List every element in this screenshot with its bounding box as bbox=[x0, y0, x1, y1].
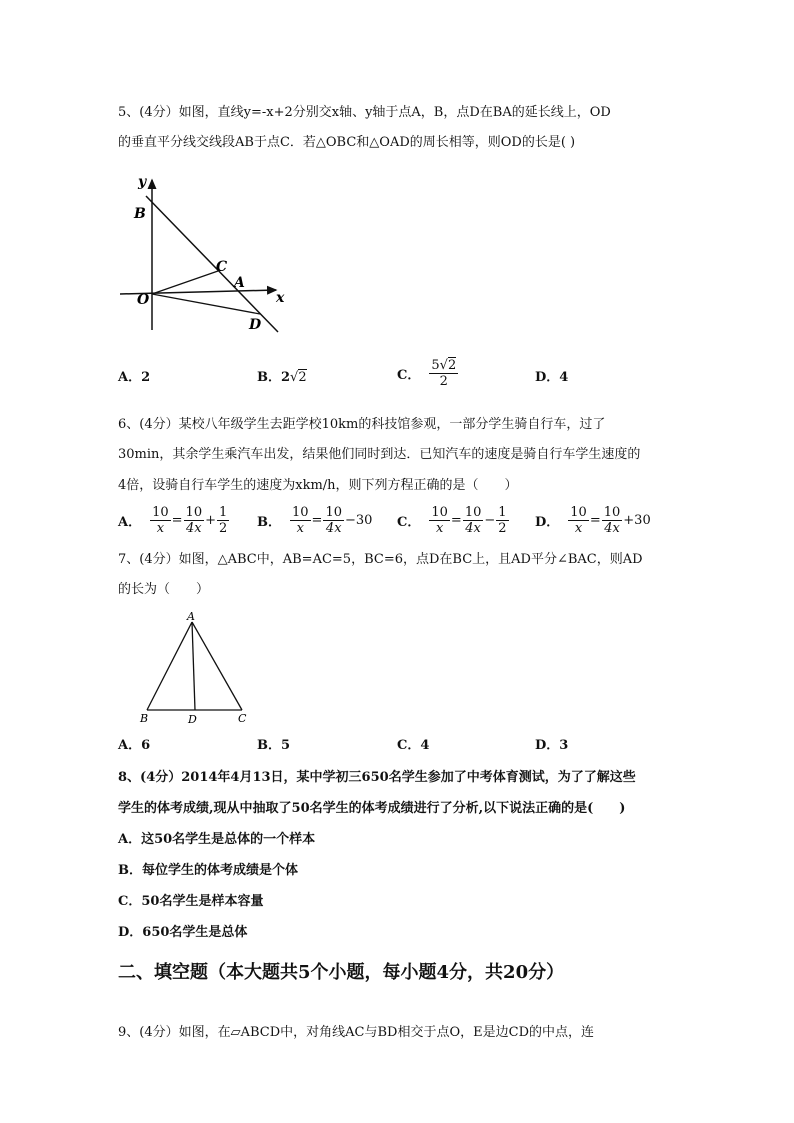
q8-option-b[interactable]: B．每位学生的体考成绩是个体 bbox=[118, 863, 298, 878]
q7-option-c[interactable]: C．4 bbox=[397, 738, 430, 753]
fraction bbox=[323, 505, 344, 536]
q5-text-line1: 5、(4分）如图，直线y=-x+2分别交x轴、y轴于点A，B，点D在BA的延长线上，OD bbox=[118, 105, 611, 120]
tail-term: −30 bbox=[345, 513, 373, 528]
numerator: 10 bbox=[325, 505, 342, 520]
c-den: 2 bbox=[439, 374, 448, 389]
equals: = bbox=[450, 513, 462, 528]
q7-text-line2: 的长为（ ） bbox=[118, 582, 210, 597]
q8-option-a[interactable]: A．这50名学生是总体的一个样本 bbox=[118, 832, 316, 847]
q8-option-d[interactable]: D．650名学生是总体 bbox=[118, 925, 248, 940]
fraction bbox=[150, 505, 171, 536]
numerator: 1 bbox=[219, 505, 228, 520]
q5-option-b-label: B．2 bbox=[257, 370, 291, 385]
fraction bbox=[184, 505, 205, 536]
q7-option-b[interactable]: B．5 bbox=[257, 738, 291, 753]
equals: = bbox=[171, 513, 183, 528]
q5-option-c[interactable] bbox=[397, 358, 459, 389]
q7-text-line1: 7、(4分）如图，△ABC中，AB=AC=5，BC=6，点D在BC上，且AD平分∠BAC，则AD bbox=[118, 552, 643, 567]
fraction bbox=[463, 505, 484, 536]
numerator: 10 bbox=[431, 505, 448, 520]
equals: = bbox=[311, 513, 323, 528]
numerator: 10 bbox=[185, 505, 203, 520]
q5-label-x: x bbox=[276, 290, 285, 306]
fraction bbox=[429, 505, 450, 536]
numerator: 10 bbox=[603, 505, 621, 520]
q5-label-a: A bbox=[234, 275, 245, 291]
q5-label-d: D bbox=[249, 317, 262, 333]
q5-option-c-label: C． bbox=[397, 368, 421, 383]
q8-text-line2: 学生的体考成绩,现从中抽取了50名学生的体考成绩进行了分析,以下说法正确的是( ) bbox=[118, 801, 626, 816]
c-num-coef: 5 bbox=[431, 358, 440, 373]
q6-option-c-label: C． bbox=[397, 515, 421, 530]
q7-label-b: B bbox=[140, 712, 149, 725]
denominator: 4x bbox=[604, 521, 620, 536]
q5-option-b[interactable] bbox=[257, 369, 307, 387]
numerator: 10 bbox=[570, 505, 587, 520]
q5-option-a[interactable]: A．2 bbox=[118, 370, 151, 385]
denominator: 2 bbox=[498, 521, 507, 536]
denominator: 4x bbox=[465, 521, 481, 536]
q7-segment-ad bbox=[192, 622, 195, 710]
q7-figure bbox=[134, 608, 254, 728]
q6-option-d-label: D． bbox=[535, 515, 560, 530]
c-num-root: 2 bbox=[447, 358, 457, 373]
q6-option-b-label: B． bbox=[257, 515, 281, 530]
q5-line-bd bbox=[146, 196, 278, 332]
sqrt-symbol: √ bbox=[290, 370, 299, 385]
section-heading: 二、填空题（本大题共5个小题，每小题4分，共20分） bbox=[118, 962, 565, 983]
numerator: 10 bbox=[152, 505, 169, 520]
numerator: 10 bbox=[464, 505, 482, 520]
q5-option-d[interactable]: D．4 bbox=[535, 370, 569, 385]
fraction bbox=[602, 505, 623, 536]
q8-text-line1: 8、(4分）2014年4月13日，某中学初三650名学生参加了中考体育测试，为了了解这些 bbox=[118, 770, 636, 785]
q5-segment-oc bbox=[152, 271, 218, 294]
q6-text-line2: 30min，其余学生乘汽车出发，结果他们同时到达．已知汽车的速度是骑自行车学生速度的 bbox=[118, 447, 641, 462]
denominator: x bbox=[156, 521, 165, 536]
q5-option-b-radicand: 2 bbox=[298, 370, 307, 385]
q6-option-a-label: A． bbox=[118, 515, 142, 530]
minus: − bbox=[484, 513, 496, 528]
denominator: 2 bbox=[219, 521, 228, 536]
q7-label-a: A bbox=[187, 610, 195, 623]
denominator: 4x bbox=[325, 521, 342, 536]
q7-side-ab bbox=[147, 622, 192, 710]
q5-text-line2: 的垂直平分线交线段AB于点C．若△OBC和△OAD的周长相等，则OD的长是( ) bbox=[118, 135, 576, 150]
q5-label-o: O bbox=[137, 292, 150, 308]
fraction bbox=[217, 505, 229, 536]
q7-label-c: C bbox=[238, 712, 247, 725]
sqrt-symbol: √ bbox=[439, 358, 448, 373]
q5-label-y: y bbox=[138, 174, 147, 190]
fraction bbox=[568, 505, 589, 536]
q8-option-c[interactable]: C．50名学生是样本容量 bbox=[118, 894, 264, 909]
q7-option-a[interactable]: A．6 bbox=[118, 738, 151, 753]
numerator: 10 bbox=[292, 505, 309, 520]
denominator: x bbox=[435, 521, 444, 536]
q7-option-d[interactable]: D．3 bbox=[535, 738, 569, 753]
tail-term: +30 bbox=[623, 513, 651, 528]
q5-option-c-fraction bbox=[429, 358, 458, 389]
q6-option-d[interactable] bbox=[535, 505, 651, 536]
plus: + bbox=[205, 513, 216, 528]
fraction bbox=[290, 505, 311, 536]
q5-label-c: C bbox=[216, 259, 228, 275]
denominator: 4x bbox=[186, 521, 202, 536]
q9-text-line1: 9、(4分）如图，在▱ABCD中，对角线AC与BD相交于点O，E是边CD的中点，连 bbox=[118, 1025, 594, 1040]
q6-option-a[interactable] bbox=[118, 505, 230, 536]
denominator: x bbox=[296, 521, 304, 536]
q7-side-ac bbox=[192, 622, 242, 710]
denominator: x bbox=[574, 521, 583, 536]
fraction bbox=[496, 505, 508, 536]
q6-text-line1: 6、(4分）某校八年级学生去距学校10km的科技馆参观，一部分学生骑自行车，过了 bbox=[118, 417, 606, 432]
numerator: 1 bbox=[498, 505, 507, 520]
equals: = bbox=[589, 513, 601, 528]
q5-label-b: B bbox=[134, 206, 146, 222]
q5-figure bbox=[118, 168, 298, 338]
q7-label-d: D bbox=[188, 713, 197, 726]
q6-option-c[interactable] bbox=[397, 505, 510, 536]
q6-option-b[interactable] bbox=[257, 505, 372, 536]
q6-text-line3: 4倍，设骑自行车学生的速度为xkm/h，则下列方程正确的是（ ） bbox=[118, 478, 518, 493]
